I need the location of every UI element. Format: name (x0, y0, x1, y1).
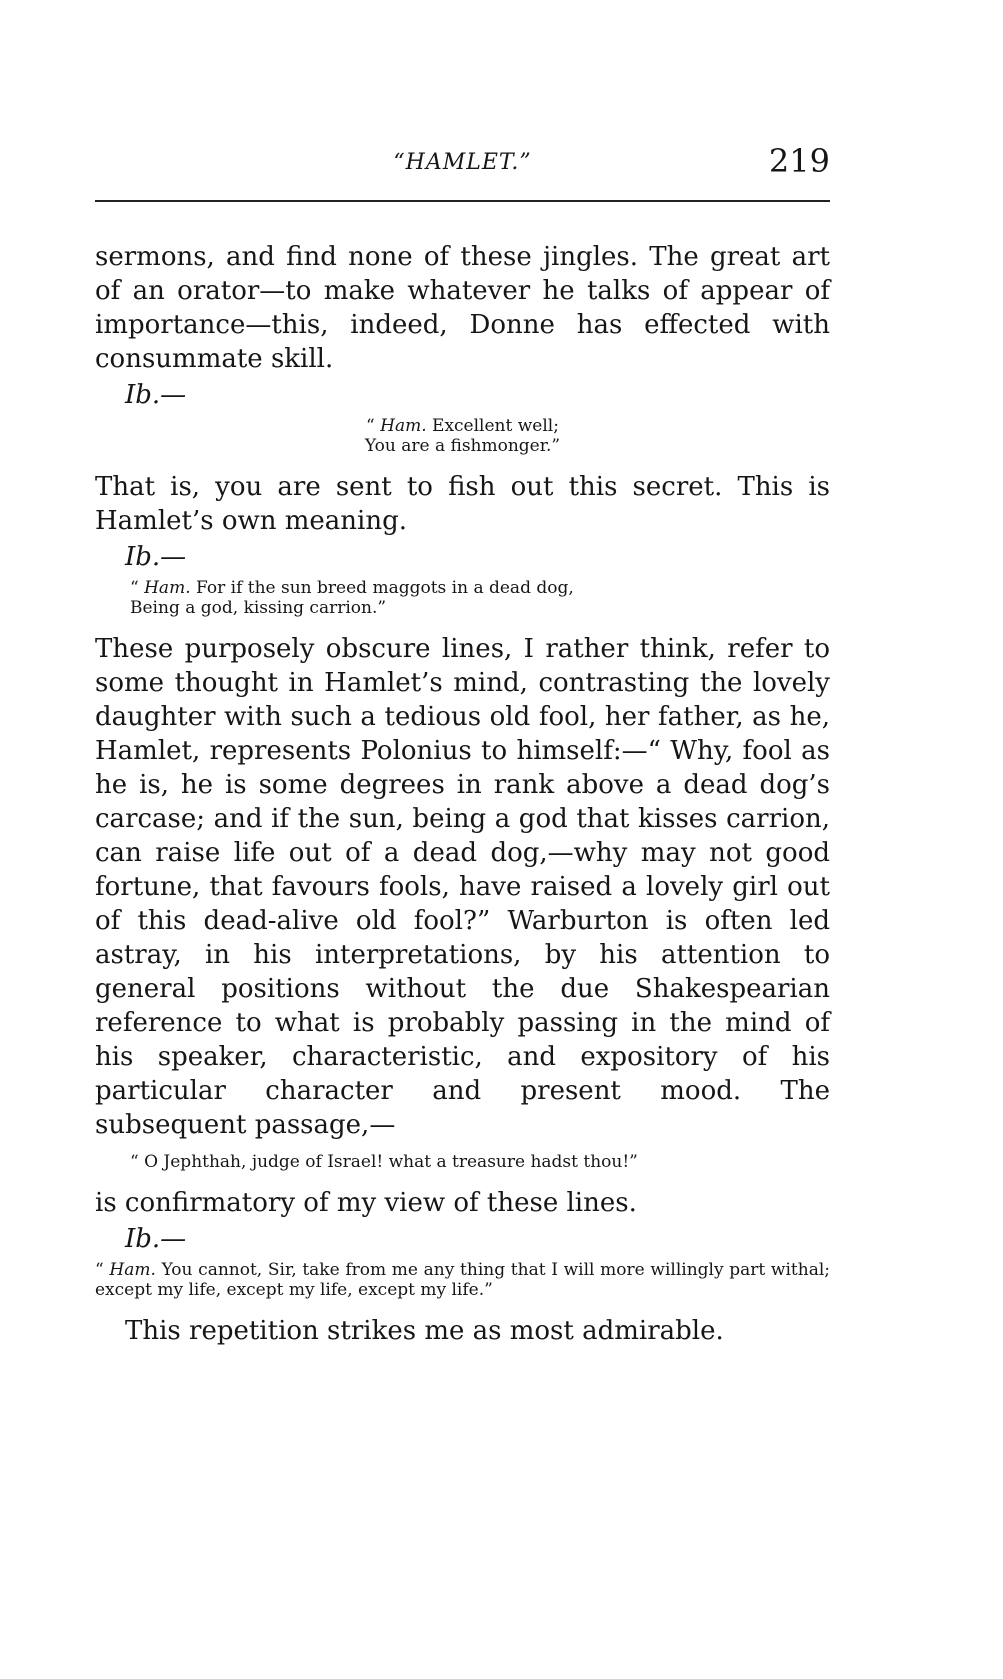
quote-3: “ O Jephthah, judge of Israel! what a treasure hadst thou!” (130, 1152, 638, 1172)
quote-2-line-2: Being a god, kissing carrion.” (130, 598, 387, 618)
ib-marker-2: Ib.— (125, 542, 187, 572)
quote-1-line-2: You are a fishmonger.” (364, 436, 561, 456)
quote-2 (95, 578, 830, 618)
quote-1 (95, 416, 830, 456)
ib-marker-1: Ib.— (125, 380, 187, 410)
paragraph-1: sermons, and find none of these jingles. The great art of an orator—to make whatever he talks of appear of importance—this, indeed, Donne has effected with consummate skill. (95, 242, 830, 374)
paragraph-3: These purposely obscure lines, I rather think, refer to some thought in Hamlet’s mind, contrasting the lovely daughter with such a tedious old fool, her father, as he, Hamlet, represents Polonius to himself:—“ Why, fool as he is, he is some degrees in rank above a dead dog’s carcase; and if the sun, being a god that kisses carrion, can raise life out of a dead dog,—why may not good fortune, that favours fools, have raised a lovely girl out of this dead-alive old fool?” Warburton is often led astray, in his interpretations, by his attention to general positions without the due Shakespearian reference to what is probably passing in the mind of his speaker, characteristic, and expository of his particular character and present mood. The subsequent passage,— (95, 634, 830, 1140)
speaker-label: Ham. (109, 1260, 156, 1280)
header-rule (95, 200, 830, 202)
paragraph-2: That is, you are sent to fish out this secret. This is Hamlet’s own meaning. (95, 472, 830, 536)
speaker-label: Ham. (380, 416, 427, 436)
quote-2-line-1: “ Ham. For if the sun breed maggots in a dead dog, (130, 578, 574, 598)
running-title: “HAMLET.” (393, 150, 532, 175)
ib-marker-3: Ib.— (125, 1224, 187, 1254)
speaker-label: Ham. (144, 578, 191, 598)
paragraph-5: This repetition strikes me as most admirable. (125, 1316, 724, 1346)
paragraph-4: is confirmatory of my view of these lines. (95, 1188, 637, 1218)
page-number: 219 (768, 142, 830, 180)
page-header (95, 142, 830, 196)
quote-1-line-1: “ Ham. Excellent well; (366, 416, 559, 436)
page-body (95, 240, 830, 1348)
quote-4: “ Ham. You cannot, Sir, take from me any thing that I will more willingly part withal; except my life, except my life, except my life.” (95, 1260, 830, 1300)
